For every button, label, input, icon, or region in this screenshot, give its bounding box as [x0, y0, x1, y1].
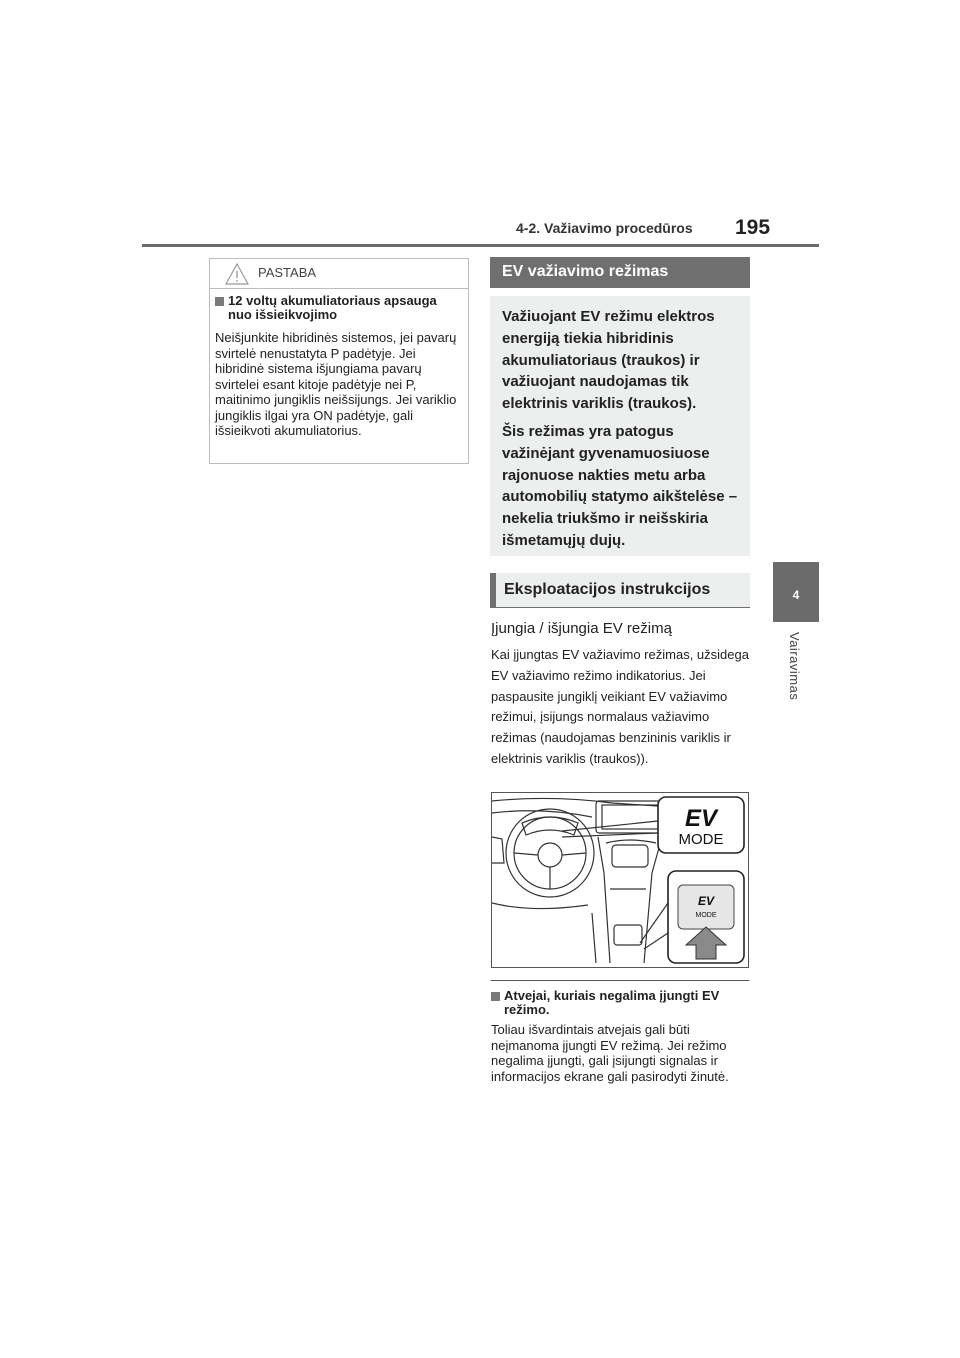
header-divider	[142, 244, 819, 247]
ev-paragraph-1: Važiuojant EV režimu elektros energiją tiekia hibridinis akumuliatoriaus (traukos) ir važiuojant naudojamas tik elektrinis variklis (traukos).	[502, 308, 715, 413]
mode-label-small: MODE	[695, 912, 717, 919]
notice-header	[210, 259, 468, 289]
notice-subheading	[215, 294, 463, 322]
chapter-tab: 4	[773, 562, 819, 622]
notice-title: PASTABA	[258, 265, 317, 280]
dashboard-drawing	[492, 793, 748, 967]
chapter-label: Vairavimas	[787, 632, 802, 701]
square-bullet-icon	[215, 297, 224, 306]
switch-title: Įjungia / išjungia EV režimą	[491, 620, 672, 637]
square-bullet-icon	[491, 992, 500, 1001]
notice-subheading-text: 12 voltų akumuliatoriaus apsauga nuo išsieikvojimo	[228, 293, 437, 322]
exceptions-subheading	[491, 989, 749, 1017]
ev-description-box	[490, 296, 750, 556]
exceptions-text: Toliau išvardintais atvejais gali būti neįmanoma įjungti EV režimą. Jei režimo negalima įjungti, gali įsijungti signalas ir informacijos ekrane gali pasirodyti žinutė.	[491, 1022, 729, 1084]
ev-paragraph-2: Šis režimas yra patogus važinėjant gyvenamuosiuose rajonuose nakties metu arba automobilių statymo aikštelėse – nekelia triukšmo ir neišskiria išmetamųjų dujų.	[502, 422, 738, 549]
warning-triangle-icon	[224, 262, 250, 286]
ev-mode-switch-illustration	[491, 792, 749, 968]
ev-section-title: EV važiavimo režimas	[490, 257, 750, 288]
ev-label-large: EV	[684, 805, 718, 832]
exceptions-subheading-text: Atvejai, kuriais negalima įjungti EV režimo.	[504, 988, 720, 1017]
notice-box	[209, 258, 469, 464]
figure-divider	[491, 980, 749, 981]
switch-description: Kai įjungtas EV važiavimo režimas, užsidega EV važiavimo režimo indikatorius. Jei paspausite jungiklį veikiant EV važiavimo režimui, įsijungs normalaus važiavimo režimas (naudojamas benzininis variklis ir elektrinis variklis (traukos)).	[491, 647, 749, 766]
ev-label-small: EV	[697, 894, 715, 908]
operation-section-title: Eksploatacijos instrukcijos	[490, 573, 750, 608]
section-title: 4-2. Važiavimo procedūros	[516, 220, 693, 236]
notice-text: Neišjunkite hibridinės sistemos, jei pavarų svirtelė nenustatyta P padėtyje. Jei hibridinė sistema išjungiama pavarų svirtelei esant kitoje padėtyje nei P, maitinimo jungiklis neišsijungs. Jei variklio jungiklis ilgai yra ON padėtyje, gali išsieikvoti akumuliatorius.	[215, 330, 457, 438]
mode-label-large: MODE	[678, 831, 724, 848]
page-number: 195	[735, 216, 771, 239]
